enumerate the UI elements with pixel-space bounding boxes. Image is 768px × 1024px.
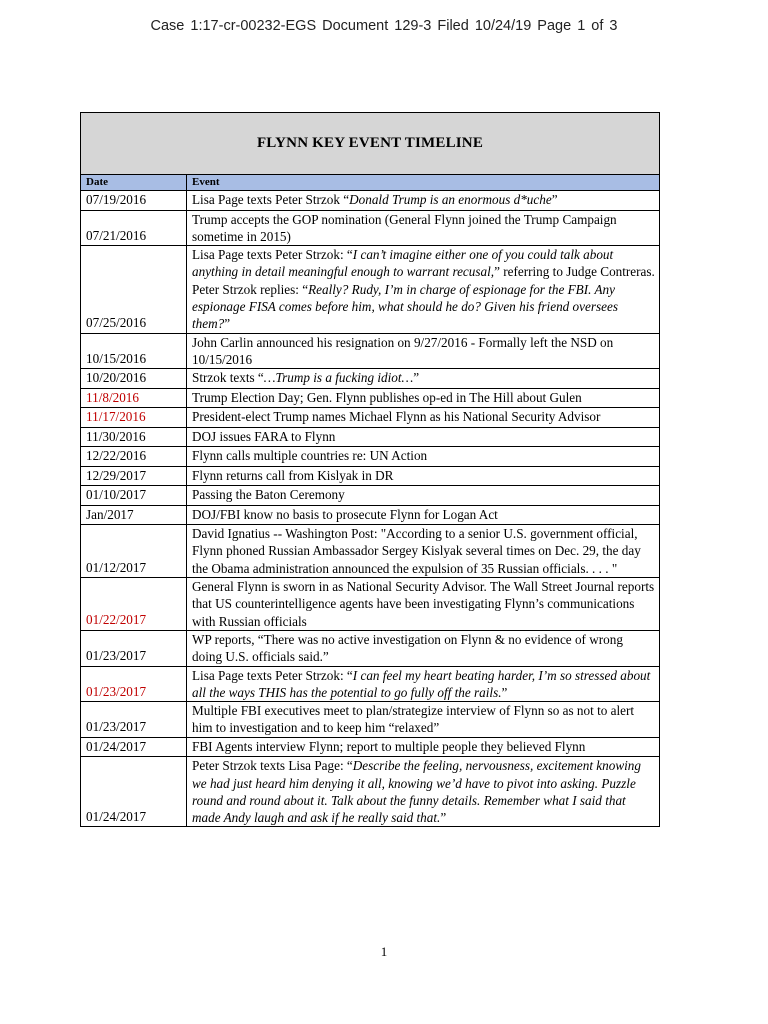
event-description bbox=[187, 408, 660, 428]
event-text: Multiple FBI executives meet to plan/strategize interview of Flynn so as not to alert him to investigation and to keep him “relaxed” bbox=[192, 703, 635, 736]
event-text: ” bbox=[224, 316, 231, 332]
event-date: 07/21/2016 bbox=[81, 210, 187, 246]
event-text: Strzok texts “ bbox=[192, 370, 264, 386]
event-text: Lisa Page texts Peter Strzok “ bbox=[192, 192, 350, 207]
event-date: 01/23/2017 bbox=[81, 666, 187, 702]
page-number: 1 bbox=[380, 944, 388, 959]
event-description bbox=[187, 486, 660, 506]
table-title: FLYNN KEY EVENT TIMELINE bbox=[81, 113, 660, 175]
event-date: 01/22/2017 bbox=[81, 578, 187, 631]
timeline-table bbox=[80, 112, 660, 827]
column-header-event: Event bbox=[187, 175, 660, 191]
table-row bbox=[81, 388, 660, 408]
event-text: ” bbox=[501, 684, 508, 700]
event-description bbox=[187, 630, 660, 666]
event-date: 07/19/2016 bbox=[81, 191, 187, 211]
event-quote: I can feel my heart beating harder, I’m so stressed about all the ways THIS has the potential to go fully off the rails. bbox=[192, 667, 651, 700]
table-row bbox=[81, 702, 660, 738]
event-description bbox=[187, 525, 660, 578]
event-text: FBI Agents interview Flynn; report to multiple people they believed Flynn bbox=[192, 738, 586, 754]
event-text: Passing the Baton Ceremony bbox=[192, 487, 345, 503]
timeline-rows bbox=[81, 191, 660, 827]
event-description bbox=[187, 702, 660, 738]
event-description bbox=[187, 466, 660, 486]
event-date: 11/30/2016 bbox=[81, 427, 187, 447]
event-description bbox=[187, 447, 660, 467]
event-date: 10/20/2016 bbox=[81, 369, 187, 389]
event-text: WP reports, “There was no active investigation on Flynn & no evidence of wrong doing U.S. officials said.” bbox=[192, 631, 623, 665]
event-date: 11/17/2016 bbox=[81, 408, 187, 428]
event-description bbox=[187, 737, 660, 757]
event-date: 12/29/2017 bbox=[81, 466, 187, 486]
event-text: ” referring to Judge Contreras. Peter Strzok replies: “ bbox=[192, 264, 655, 297]
table-row bbox=[81, 737, 660, 757]
table-row bbox=[81, 447, 660, 467]
table-row bbox=[81, 466, 660, 486]
table-row bbox=[81, 408, 660, 428]
event-text: Flynn calls multiple countries re: UN Action bbox=[192, 448, 428, 464]
event-text: ” bbox=[551, 192, 558, 207]
event-description bbox=[187, 666, 660, 702]
event-date: 01/23/2017 bbox=[81, 630, 187, 666]
event-text: ” bbox=[413, 370, 420, 386]
event-text: Lisa Page texts Peter Strzok: “ bbox=[192, 667, 353, 683]
event-description bbox=[187, 427, 660, 447]
event-description bbox=[187, 333, 660, 369]
table-row bbox=[81, 505, 660, 525]
table-row bbox=[81, 666, 660, 702]
event-text: President-elect Trump names Michael Flynn as his National Security Advisor bbox=[192, 409, 601, 425]
event-quote: I can’t imagine either one of you could talk about anything in detail meaningful enough to warrant recusal, bbox=[192, 247, 614, 280]
event-description bbox=[187, 388, 660, 408]
table-row bbox=[81, 369, 660, 389]
event-description bbox=[187, 578, 660, 631]
event-date: 10/15/2016 bbox=[81, 333, 187, 369]
event-date: 01/24/2017 bbox=[81, 737, 187, 757]
table-row bbox=[81, 427, 660, 447]
event-description bbox=[187, 505, 660, 525]
event-date: 01/23/2017 bbox=[81, 702, 187, 738]
event-quote: Really? Rudy, I’m in charge of espionage for the FBI. Any espionage FISA comes before him, what should he do? Given his friend oversees them? bbox=[192, 281, 618, 332]
event-text: David Ignatius -- Washington Post: "According to a senior U.S. government official, Flynn phoned Russian Ambassador Sergey Kislyak several times on Dec. 29, the day the Obama administration announced the expulsion of 35 Russian officials. . . . " bbox=[192, 526, 641, 576]
event-description bbox=[187, 191, 660, 211]
event-text: Trump Election Day; Gen. Flynn publishes op-ed in The Hill about Gulen bbox=[192, 389, 582, 405]
table-row bbox=[81, 210, 660, 246]
table-row bbox=[81, 757, 660, 827]
table-row bbox=[81, 333, 660, 369]
table-row bbox=[81, 578, 660, 631]
event-quote: …Trump is a fucking idiot… bbox=[263, 370, 414, 386]
table-row bbox=[81, 630, 660, 666]
event-text: General Flynn is sworn in as National Security Advisor. The Wall Street Journal reports that US counterintelligence agents have been investigating Flynn’s communications with Russian officials bbox=[192, 579, 655, 629]
event-date: 07/25/2016 bbox=[81, 246, 187, 333]
table-row bbox=[81, 191, 660, 211]
event-quote: Donald Trump is an enormous d*uche bbox=[349, 192, 552, 207]
event-text: Lisa Page texts Peter Strzok: “ bbox=[192, 247, 353, 263]
case-header: Case 1:17-cr-00232-EGS Document 129-3 Filed 10/24/19 Page 1 of 3 bbox=[150, 18, 618, 34]
table-row bbox=[81, 486, 660, 506]
event-date: 01/24/2017 bbox=[81, 757, 187, 827]
table-header-row bbox=[81, 175, 660, 191]
event-description bbox=[187, 757, 660, 827]
event-text: Peter Strzok texts Lisa Page: “ bbox=[192, 758, 353, 774]
event-text: DOJ/FBI know no basis to prosecute Flynn for Logan Act bbox=[192, 506, 498, 522]
event-text: Trump accepts the GOP nomination (General Flynn joined the Trump Campaign sometime in 2015) bbox=[192, 211, 617, 244]
column-header-date: Date bbox=[81, 175, 187, 191]
event-description bbox=[187, 246, 660, 333]
table-row bbox=[81, 525, 660, 578]
event-text: DOJ issues FARA to Flynn bbox=[192, 428, 336, 444]
event-date: 12/22/2016 bbox=[81, 447, 187, 467]
event-description bbox=[187, 210, 660, 246]
event-date: 01/10/2017 bbox=[81, 486, 187, 506]
event-date: Jan/2017 bbox=[81, 505, 187, 525]
event-date: 11/8/2016 bbox=[81, 388, 187, 408]
event-quote: Describe the feeling, nervousness, excitement knowing we had just heard him denying it all, knowing we’d have to pivot into asking. Puzzle round and round about it. Talk about the funny details. Remember what I said that made Andy laugh and ask if he really said that. bbox=[192, 758, 641, 826]
event-text: Flynn returns call from Kislyak in DR bbox=[192, 467, 394, 483]
event-text: ” bbox=[440, 810, 447, 826]
event-date: 01/12/2017 bbox=[81, 525, 187, 578]
event-description bbox=[187, 369, 660, 389]
table-row bbox=[81, 246, 660, 333]
event-text: John Carlin announced his resignation on 9/27/2016 - Formally left the NSD on 10/15/2016 bbox=[192, 334, 614, 367]
